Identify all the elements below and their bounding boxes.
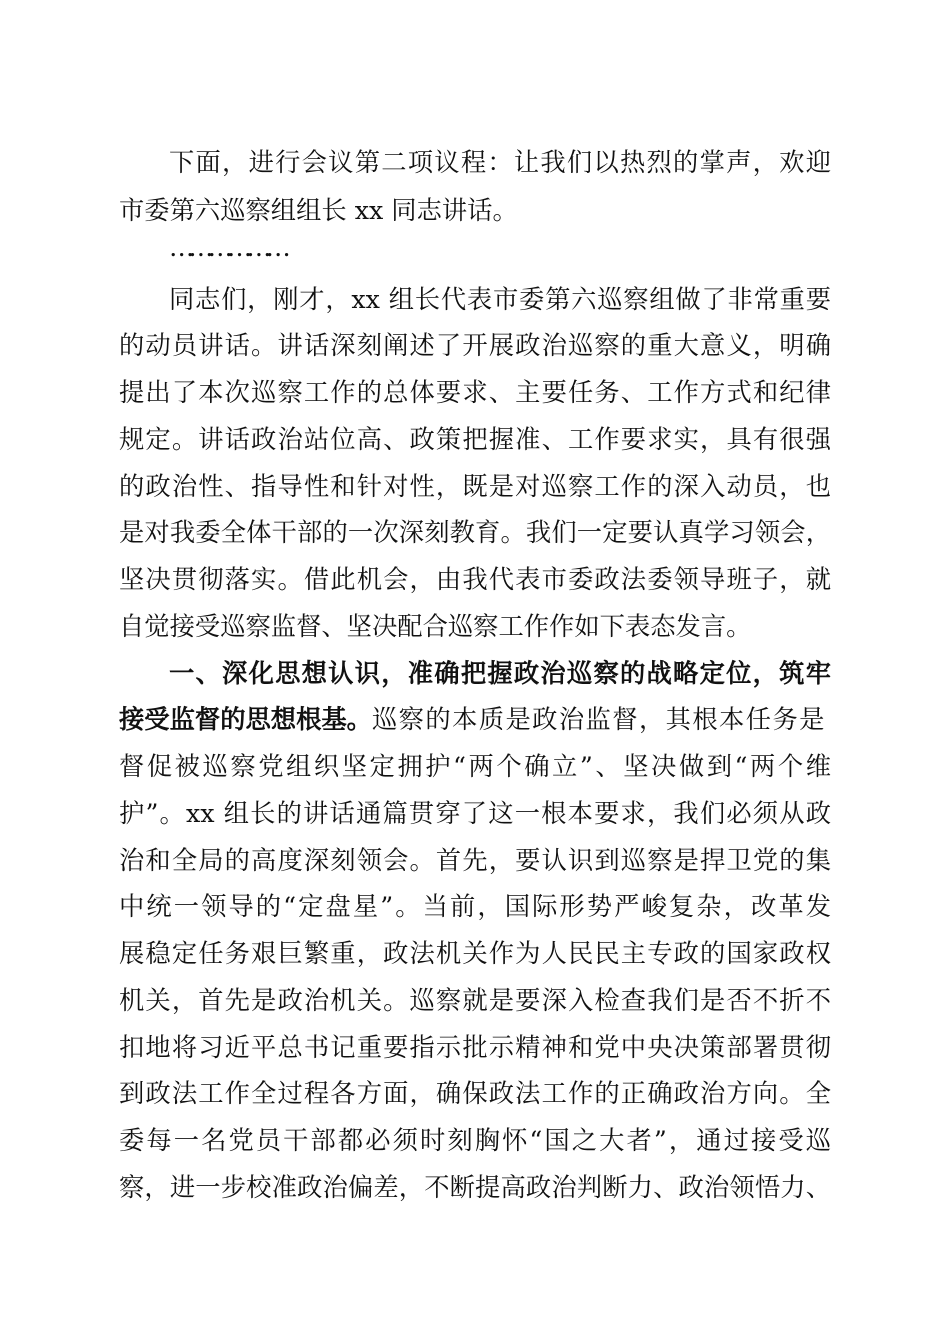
paragraph-3-line-6: 中统一领导的“定盘星”。当前，国际形势严峻复杂，改革发: [119, 892, 831, 921]
paragraph-3-line-10: 到政法工作全过程各方面，确保政法工作的正确政治方向。全: [119, 1079, 831, 1108]
paragraph-3-line-3: 督促被巡察党组织坚定拥护“两个确立”、坚决做到“两个维: [119, 752, 831, 781]
paragraph-2-line-6: 是对我委全体干部的一次深刻教育。我们一定要认真学习领会，: [119, 518, 831, 547]
paragraph-1-line-2: 市委第六巡察组组长 xx 同志讲话。: [119, 196, 518, 225]
ellipsis-separator: ………………: [169, 233, 285, 262]
paragraph-3-line-11: 委每一名党员干部都必须时刻胸怀“国之大者”，通过接受巡: [119, 1126, 831, 1155]
paragraph-3-line-8: 机关，首先是政治机关。巡察就是要深入检查我们是否不折不: [119, 986, 831, 1015]
section-heading-tail: 接受监督的思想根基。: [119, 705, 372, 734]
paragraph-3-line-9: 扣地将习近平总书记重要指示批示精神和党中央决策部署贯彻: [119, 1033, 831, 1062]
paragraph-2-line-4: 规定。讲话政治站位高、政策把握准、工作要求实，具有很强: [119, 425, 831, 454]
paragraph-2-line-7: 坚决贯彻落实。借此机会，由我代表市委政法委领导班子，就: [119, 565, 831, 594]
paragraph-1-line-1: 下面，进行会议第二项议程：让我们以热烈的掌声，欢迎: [169, 148, 831, 177]
paragraph-3-line-12: 察，进一步校准政治偏差，不断提高政治判断力、政治领悟力、: [119, 1173, 831, 1202]
paragraph-3-line-4: 护”。xx 组长的讲话通篇贯穿了这一根本要求，我们必须从政: [119, 799, 831, 828]
section-body-start: 巡察的本质是政治监督，其根本任务是: [371, 705, 826, 734]
paragraph-2-line-5: 的政治性、指导性和针对性，既是对巡察工作的深入动员，也: [119, 472, 831, 501]
paragraph-2-line-2: 的动员讲话。讲话深刻阐述了开展政治巡察的重大意义，明确: [119, 331, 831, 360]
paragraph-2-line-8: 自觉接受巡察监督、坚决配合巡察工作作如下表态发言。: [119, 612, 752, 641]
section-heading-line-1: 一、深化思想认识，准确把握政治巡察的战略定位，筑牢: [169, 659, 831, 688]
paragraph-3-line-5: 治和全局的高度深刻领会。首先，要认识到巡察是捍卫党的集: [119, 846, 831, 875]
section-heading-line-2: [119, 702, 831, 738]
paragraph-2-line-1: 同志们，刚才，xx 组长代表市委第六巡察组做了非常重要: [169, 285, 831, 314]
paragraph-2-line-3: 提出了本次巡察工作的总体要求、主要任务、工作方式和纪律: [119, 378, 831, 407]
paragraph-3-line-7: 展稳定任务艰巨繁重，政法机关作为人民民主专政的国家政权: [119, 939, 831, 968]
